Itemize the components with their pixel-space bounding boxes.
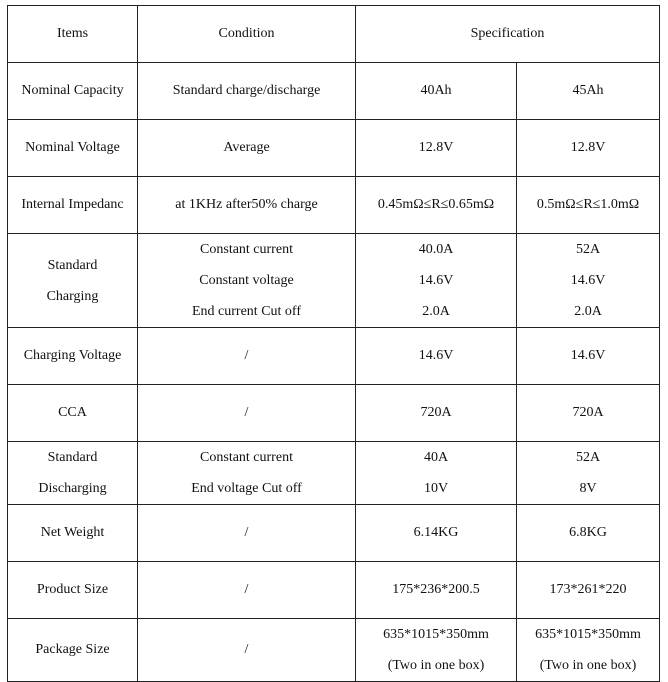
spec-line: (Two in one box) <box>539 658 637 673</box>
spec-b-cell: 0.5mΩ≤R≤1.0mΩ <box>517 177 660 234</box>
condition-cell: / <box>138 328 356 385</box>
spec-line: 10V <box>423 481 449 496</box>
spec-a-cell <box>356 619 517 682</box>
spec-a-cell: 175*236*200.5 <box>356 562 517 619</box>
condition-cell: Standard charge/discharge <box>138 63 356 120</box>
spec-b-cell <box>517 442 660 505</box>
condition-cell: Average <box>138 120 356 177</box>
item-net-weight: Net Weight <box>8 505 138 562</box>
spec-b-cell: 45Ah <box>517 63 660 120</box>
item-line: Charging <box>46 288 99 304</box>
item-nominal-voltage: Nominal Voltage <box>8 120 138 177</box>
item-internal-impedance: Internal Impedanc <box>8 177 138 234</box>
spec-a-cell: 0.45mΩ≤R≤0.65mΩ <box>356 177 517 234</box>
condition-line: End voltage Cut off <box>191 481 302 496</box>
spec-a-cell <box>356 234 517 328</box>
table-row <box>8 442 660 505</box>
condition-line: Constant current <box>200 450 293 465</box>
item-line: Discharging <box>38 481 107 496</box>
spec-line: 8V <box>579 481 597 496</box>
spec-b-cell <box>517 619 660 682</box>
spec-line: 52A <box>575 450 601 465</box>
condition-cell: / <box>138 562 356 619</box>
spec-b-cell: 6.8KG <box>517 505 660 562</box>
item-cca: CCA <box>8 385 138 442</box>
spec-a-cell: 12.8V <box>356 120 517 177</box>
spec-line: 635*1015*350mm <box>535 627 641 642</box>
spec-line: 14.6V <box>570 273 606 288</box>
item-standard-charging <box>8 234 138 328</box>
table-row <box>8 63 660 120</box>
condition-cell: / <box>138 385 356 442</box>
item-charging-voltage: Charging Voltage <box>8 328 138 385</box>
spec-b-cell: 14.6V <box>517 328 660 385</box>
header-items: Items <box>8 6 138 63</box>
spec-line: 40.0A <box>418 242 454 257</box>
header-specification: Specification <box>356 6 660 63</box>
spec-a-cell: 720A <box>356 385 517 442</box>
spec-a-cell: 14.6V <box>356 328 517 385</box>
header-condition: Condition <box>138 6 356 63</box>
item-line: Standard <box>47 450 98 465</box>
table-row <box>8 234 660 328</box>
spec-b-cell <box>517 234 660 328</box>
condition-cell: / <box>138 505 356 562</box>
condition-cell: / <box>138 619 356 682</box>
item-standard-discharging <box>8 442 138 505</box>
condition-cell <box>138 234 356 328</box>
item-line: Standard <box>47 257 98 273</box>
condition-line: End current Cut off <box>192 304 301 319</box>
spec-line: 14.6V <box>418 273 454 288</box>
spec-b-cell: 173*261*220 <box>517 562 660 619</box>
table-row <box>8 120 660 177</box>
table-row <box>8 177 660 234</box>
table-row <box>8 562 660 619</box>
spec-line: 2.0A <box>422 304 450 319</box>
table-row <box>8 505 660 562</box>
spec-line: 52A <box>575 242 601 257</box>
table-row <box>8 385 660 442</box>
condition-line: Constant current <box>200 242 293 257</box>
item-nominal-capacity: Nominal Capacity <box>8 63 138 120</box>
condition-line: Constant voltage <box>199 273 294 288</box>
spec-line: 635*1015*350mm <box>383 627 489 642</box>
table-row <box>8 619 660 682</box>
table-row <box>8 328 660 385</box>
spec-line: 2.0A <box>574 304 602 319</box>
spec-a-cell: 6.14KG <box>356 505 517 562</box>
spec-b-cell: 12.8V <box>517 120 660 177</box>
spec-a-cell: 40Ah <box>356 63 517 120</box>
condition-cell: at 1KHz after50% charge <box>138 177 356 234</box>
condition-cell <box>138 442 356 505</box>
item-product-size: Product Size <box>8 562 138 619</box>
header-row <box>8 6 660 63</box>
specification-table <box>7 5 660 682</box>
item-package-size: Package Size <box>8 619 138 682</box>
spec-line: (Two in one box) <box>387 658 485 673</box>
spec-b-cell: 720A <box>517 385 660 442</box>
spec-line: 40A <box>423 450 449 465</box>
spec-a-cell <box>356 442 517 505</box>
